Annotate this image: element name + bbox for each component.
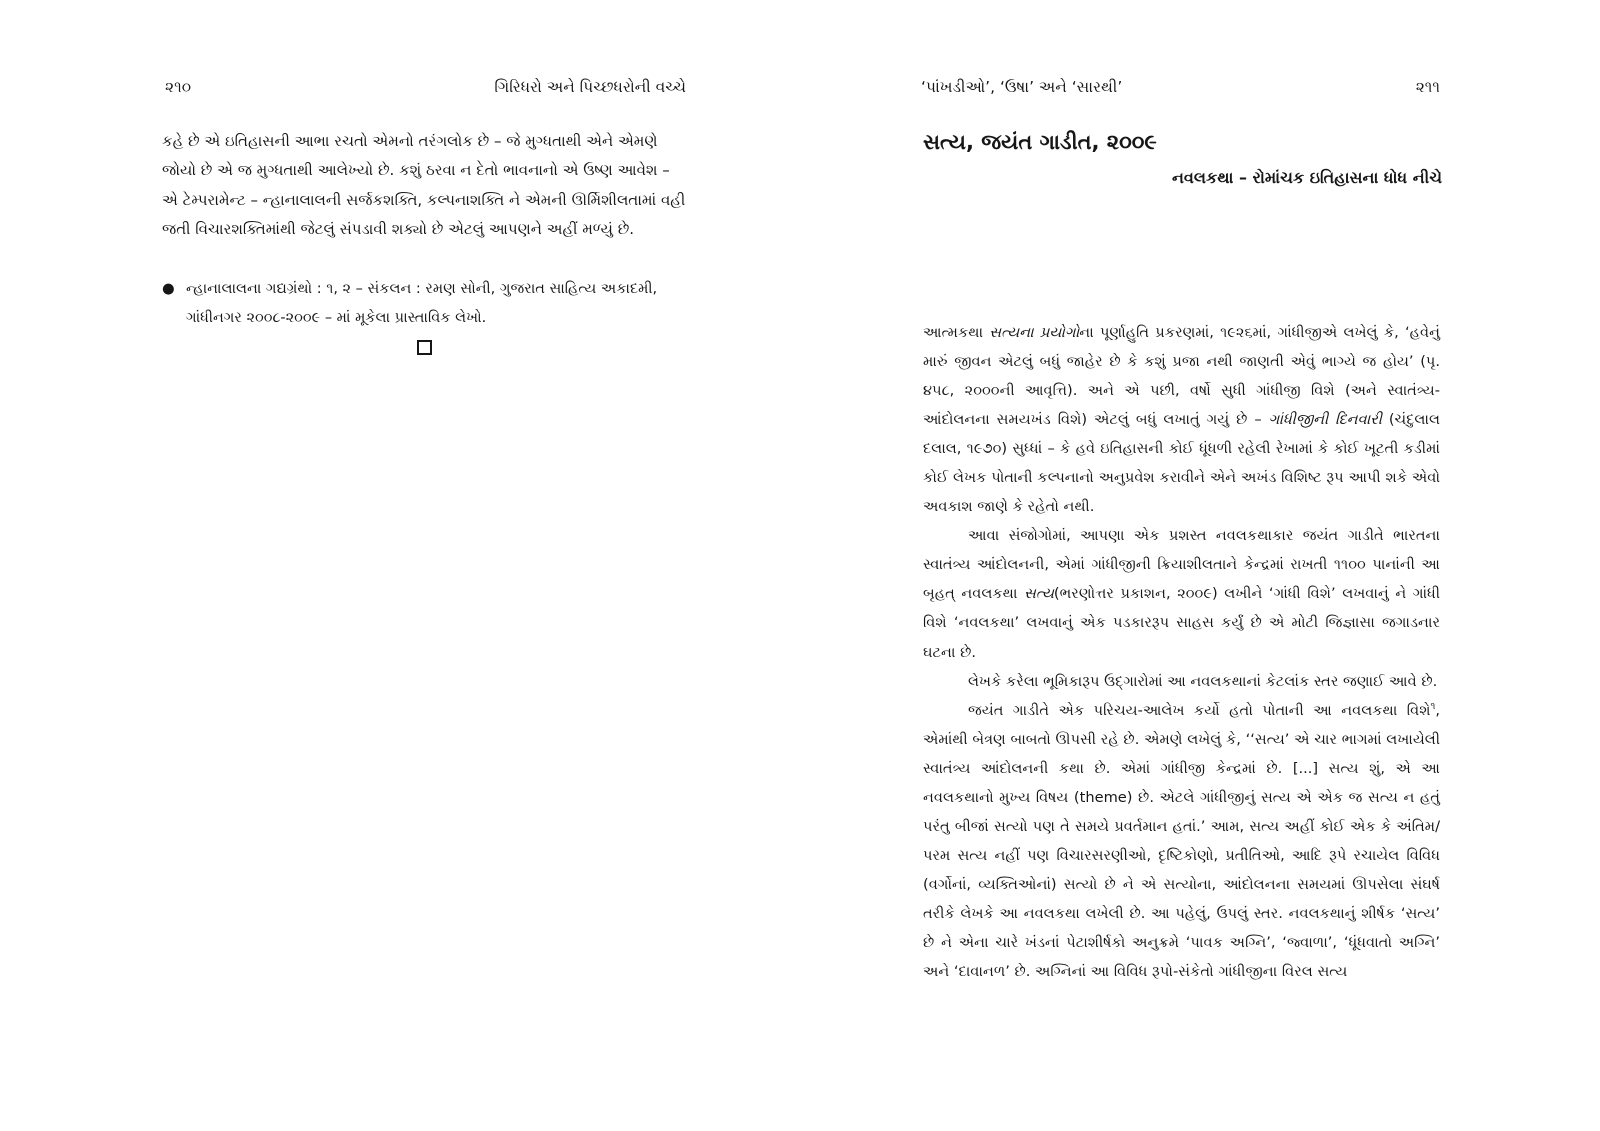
running-head: ‘પાંખડીઓ’, ‘ઉષા’ અને ‘સારથી’ xyxy=(921,78,1123,96)
right-page xyxy=(800,0,1600,1131)
page-number: ૨૧૧ xyxy=(1415,78,1440,96)
body-text xyxy=(162,127,687,245)
paragraph: આવા સંજોગોમાં, આપણા એક પ્રશસ્ત નવલકથાકાર જયંત ગાડીતે ભારતના સ્વાતંત્ર્ય આંદોલનની, એમાં ગાંધીજીની ક્રિયાશીલતાને કેન્દ્રમાં રાખતી ૧૧૦૦ પાનાંની આ બૃહત્ નવલકથા સત્ય(ભરણોત્તર પ્રકાશન, ૨૦૦૯) લખીને ‘ગાંધી વિશે’ લખવાનું ને ગાંધી વિશે ‘નવલકથા’ લખવાનું એક પડકારરૂપ સાહસ કર્યું છે એ મોટી જિજ્ઞાસા જગાડનાર ઘટના છે. xyxy=(923,527,1440,661)
footnote-ref: ૧ xyxy=(1430,700,1436,712)
paragraph: જયંત ગાડીતે એક પરિચય-આલેખ કર્યો હતો પોતાની આ નવલકથા વિશે$^૧$, એમાંથી બેત્રણ બાબતો ઊપસી રહે છે. એમણે લખેલું કે, ‘‘સત્ય’ એ ચાર ભાગમાં લખાયેલી સ્વાતંત્ર્ય આંદોલનની કથા છે. એમાં ગાંધીજી કેન્દ્રમાં છે. [...] સત્ય શું, એ આ નવલકથાનો મુખ્ય વિષય (theme) છે. એટલે ગાંધીજીનું સત્ય એ એક જ સત્ય ન હતું પરંતુ બીજાં સત્યો પણ તે સમયે પ્રવર્તમાન હતાં.’ આમ, સત્ય અહીં કોઈ એક કે અંતિમ/પરમ સત્ય નહીં પણ વિચારસરણીઓ, દૃષ્ટિકોણો, પ્રતીતિઓ, આદિ રૂપે રચાયેલ વિવિધ (વર્ગોનાં, વ્યક્તિઓનાં) સત્યો છે ને એ સત્યોના, આંદોલનના સમયમાં ઊપસેલા સંઘર્ષ તરીકે લેખકે આ નવલકથા લખેલી છે. આ પહેલું, ઉપલું સ્તર. નવલકથાનું શીર્ષક ‘સત્ય’ છે ને એના ચારે ખંડનાં પેટાશીર્ષકો અનુક્રમે ‘પાવક અગ્નિ’, ‘જ્વાળા’, ‘ધૂંધવાતો અગ્નિ’ અને ‘દાવાનળ’ છે. અગ્નિનાં આ વિવિધ રૂપો-સંકેતો ગાંધીજીના વિરલ સત્ય xyxy=(923,700,1440,981)
article-subtitle: નવલકથા – રોમાંચક ઇતિહાસના ધોધ નીચે xyxy=(1171,168,1442,187)
paragraph: આત્મકથા સત્યના પ્રયોગોના પૂર્ણાહુતિ પ્રકરણમાં, ૧૯૨૬માં, ગાંધીજીએ લખેલું કે, ‘હવેનું મારું જીવન એટલું બધું જાહેર છે કે કશું પ્રજા નથી જાણતી એવું ભાગ્યે જ હોય’ (પૃ. ૪૫૮, ૨૦૦૦ની આવૃત્તિ). અને એ પછી, વર્ષો સુધી ગાંધીજી વિશે (અને સ્વાતંત્ર્ય-આંદોલનના સમયખંડ વિશે) એટલું બધું લખાતું ગયું છે – ગાંધીજીની દિનવારી (ચંદુલાલ દલાલ, ૧૯૭૦) સુધ્ધાં – કે હવે ઇતિહાસની કોઈ ધૂંધળી રહેલી રેખામાં કે કોઈ ખૂટતી કડીમાં કોઈ લેખક પોતાની કલ્પનાનો અનુપ્રવેશ કરાવીને એને અખંડ વિશિષ્ટ રૂપ આપી શકે એવો અવકાશ જાણે કે રહેતો નથી. xyxy=(923,324,1441,516)
footnote xyxy=(162,275,687,334)
bullet-icon: ● xyxy=(162,281,175,297)
paragraph: કહે છે એ ઇતિહાસની આભા રચતો એમનો તરંગલોક છે – જે મુગ્ધતાથી એને એમણે જોયો છે એ જ મુગ્ધતાથી આલેખ્યો છે. કશું ઠરવા ન દેતો ભાવનાનો એ ઉષ્ણ આવેશ – એ ટેમ્પરામેન્ટ – ન્હાનાલાલની સર્જકશક્તિ, કલ્પનાશક્તિ ને એમની ઊર્મિશીલતામાં વહી જતી વિચારશક્તિમાંથી જેટલું સંપડાવી શક્યો છે એટલું આપણને અહીં મળ્યું છે. xyxy=(162,132,686,239)
article-title: સત્ય, જયંત ગાડીત, ૨૦૦૯ xyxy=(923,130,1157,154)
running-head: ગિરિધરો અને પિચ્છધરોની વચ્ચે xyxy=(494,78,686,96)
page-number: ૨૧૦ xyxy=(165,78,192,96)
footnote-text: ન્હાનાલાલના ગદ્યગ્રંથો : ૧, ૨ – સંકલન : રમણ સોની, ગુજરાત સાહિત્ય અકાદમી, ગાંધીનગર ૨૦૦૮-૨૦૦૯ – માં મૂકેલા પ્રાસ્તાવિક લેખો. xyxy=(186,281,658,327)
body-text xyxy=(923,318,1440,986)
paragraph: લેખકે કરેલા ભૂમિકારૂપ ઉદ્ગારોમાં આ નવલકથાનાં કેટલાંક સ્તર જણાઈ આવે છે. xyxy=(968,672,1438,690)
end-mark-icon xyxy=(417,340,432,355)
